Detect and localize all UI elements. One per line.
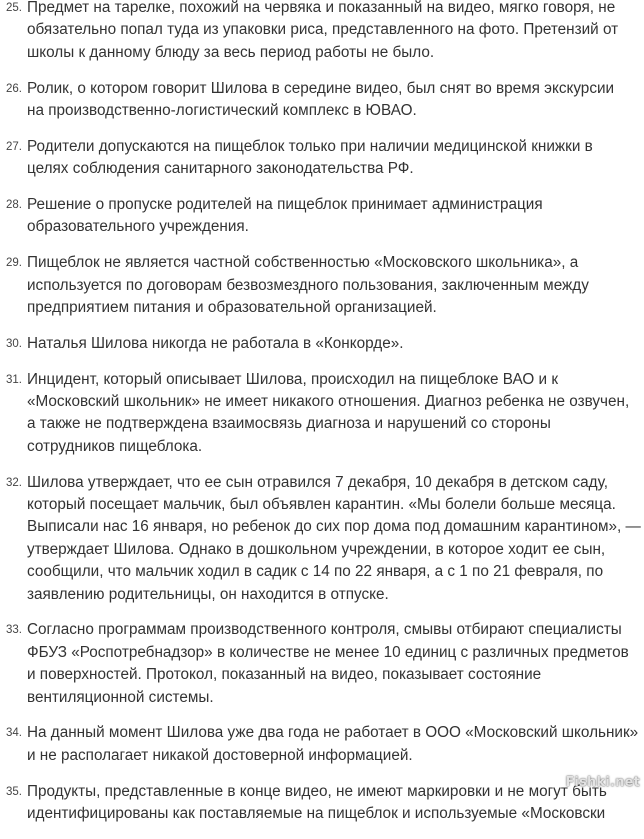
item-number: 33. (6, 624, 22, 637)
item-text-line: а также не подтверждена взаимосвязь диагноза и нарушений со стороны (27, 415, 551, 433)
item-text-line: образовательного учреждения. (27, 218, 249, 236)
item-text-line: Ролик, о котором говорит Шилова в середине видео, был снят во время экскурсии (27, 79, 615, 97)
item-text-line: который посещает мальчик, был объявлен карантин. «Мы болели больше месяца. (27, 496, 616, 514)
item-text-line: ФБУЗ «Роспотребнадзор» в количестве не менее 10 единиц с различных предметов (27, 643, 629, 661)
item-number: 30. (6, 337, 22, 350)
item-text-line: На данный момент Шилова уже два года не работает в ООО «Московский школьник» (27, 724, 639, 742)
list-item (0, 472, 644, 606)
item-text-line: Пищеблок не является частной собственностью «Московского школьника», а (27, 254, 579, 272)
list-item (0, 136, 644, 181)
item-number: 28. (6, 199, 22, 212)
item-number: 29. (6, 257, 22, 270)
item-number: 35. (6, 785, 22, 798)
site-watermark: Fishki.net (565, 775, 640, 790)
list-item (0, 781, 644, 826)
item-number: 27. (6, 140, 22, 153)
item-text-line: «Московский школьник» не имеет никакого отношения. Диагноз ребенка не озвучен, (27, 393, 630, 411)
item-text-line: идентифицированы как поставляемые на пищеблок и используемые «Московски (27, 805, 606, 823)
item-number: 25. (6, 2, 22, 14)
item-text-line: используется по договорам безвозмездного пользования, заключенным между (27, 276, 589, 294)
item-number: 34. (6, 727, 22, 740)
item-text-line: сообщили, что мальчик ходил в садик с 14 по 22 января, а с 1 по 21 февраля, по (27, 563, 604, 581)
list-item (0, 722, 644, 767)
item-text-line: и не располагает никакой достоверной информацией. (27, 746, 413, 764)
item-text-line: на производственно-логистический комплекс в ЮВАО. (27, 102, 417, 120)
list-item (0, 194, 644, 239)
item-text-line: Согласно программам производственного контроля, смывы отбирают специалисты (27, 621, 622, 639)
item-number: 26. (6, 82, 22, 95)
item-text-line: сотрудников пищеблока. (27, 437, 203, 455)
item-text-line: Продукты, представленные в конце видео, не имеют маркировки и не могут быть (27, 782, 607, 800)
item-text-line: Выписали нас 16 января, но ребенок до сих пор дома под домашним карантином», — (27, 518, 641, 536)
item-text-line: заявлению родительницы, он находится в отпуске. (27, 585, 389, 603)
item-text-line: Решение о пропуске родителей на пищеблок принимает администрация (27, 196, 543, 214)
list-item (0, 78, 644, 123)
list-item (0, 369, 644, 459)
list-item (0, 252, 644, 319)
item-number: 31. (6, 373, 22, 386)
item-text-line: школы к данному блюду за весь период работы не было. (27, 43, 435, 61)
item-text-line: Родители допускаются на пищеблок только при наличии медицинской книжки в (27, 137, 593, 155)
list-item (0, 0, 644, 64)
item-text-line: Инцидент, который описывает Шилова, происходил на пищеблоке ВАО и к (27, 370, 559, 388)
item-text-line: и поверхностей. Протокол, показанный на видео, показывает состояние (27, 666, 542, 684)
item-text-line: целях соблюдения санитарного законодательства РФ. (27, 160, 414, 178)
item-text-line: предприятием питания и образовательной организацией. (27, 299, 437, 317)
item-text-line: Предмет на тарелке, похожий на червяка и показанный на видео, мягко говоря, не (27, 0, 616, 16)
item-text-line: Наталья Шилова никогда не работала в «Конкорде». (27, 334, 404, 352)
item-text-line: вентиляционной системы. (27, 688, 214, 706)
list-item (0, 333, 644, 355)
item-number: 32. (6, 476, 22, 489)
list-item (0, 619, 644, 709)
item-text-line: Шилова утверждает, что ее сын отравился 7 декабря, 10 декабря в детском саду, (27, 473, 608, 491)
item-text-line: утверждает Шилова. Однако в дошкольном учреждении, в которое ходит ее сын, (27, 540, 606, 558)
item-text-line: обязательно попал туда из упаковки риса, представленного на фото. Претензий от (27, 21, 619, 39)
